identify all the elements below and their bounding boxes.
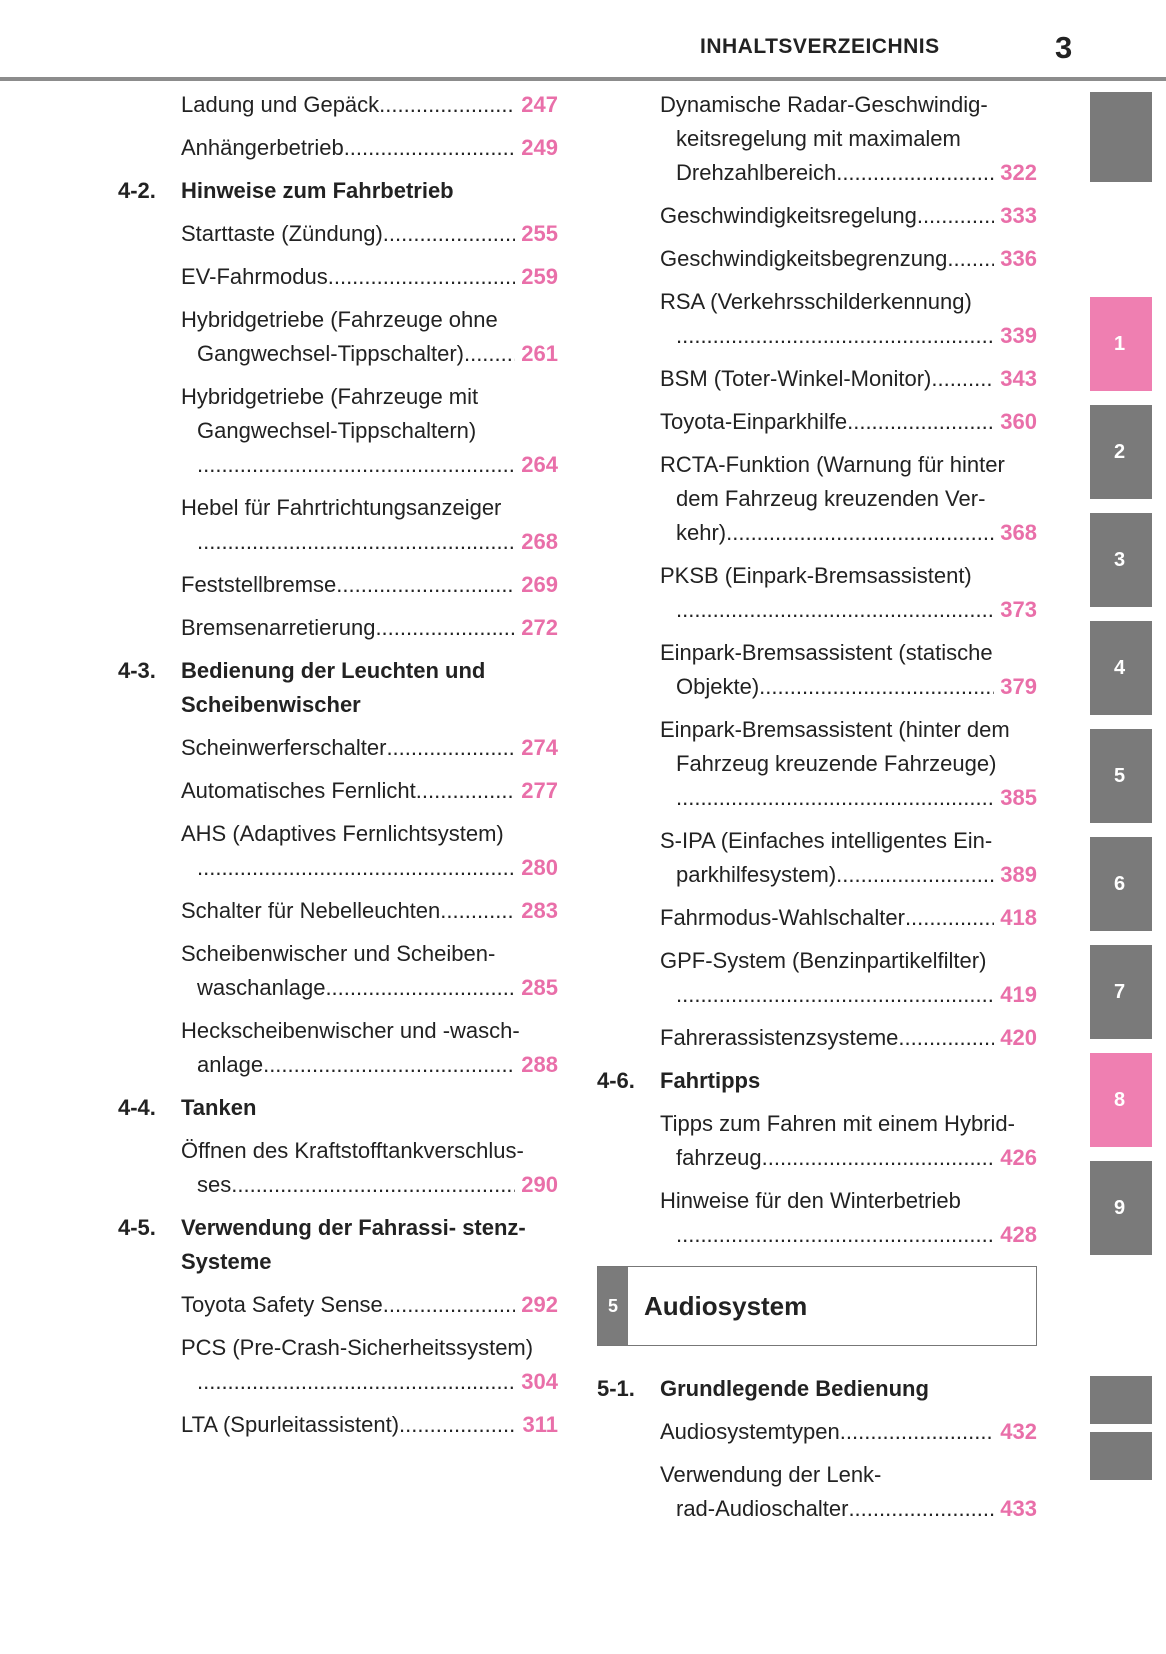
page-ref[interactable]: 426 bbox=[1000, 1145, 1037, 1170]
toc-entry[interactable]: Hebel für Fahrtrichtungsanzeiger ..... 268 bbox=[181, 491, 558, 559]
page-ref[interactable]: 264 bbox=[521, 452, 558, 477]
page-ref[interactable]: 322 bbox=[1000, 160, 1037, 185]
page-ref[interactable]: 304 bbox=[521, 1369, 558, 1394]
toc-entry[interactable]: Feststellbremse ..... 269 bbox=[181, 568, 558, 602]
page-ref[interactable]: 280 bbox=[521, 855, 558, 880]
toc-entry[interactable]: Geschwindigkeitsregelung ..... 333 bbox=[660, 199, 1037, 233]
header-title: INHALTSVERZEICHNIS bbox=[700, 35, 940, 58]
toc-column-left bbox=[118, 88, 558, 1451]
toc-entry[interactable]: LTA (Spurleitassistent) ..... 311 bbox=[181, 1408, 558, 1442]
toc-entry[interactable]: Hybridgetriebe (Fahrzeuge mit Gangwechsel-Tippschaltern) ..... 264 bbox=[181, 380, 558, 482]
section-heading: 4-6. Fahrtipps bbox=[597, 1068, 761, 1093]
toc-entry[interactable]: Toyota Safety Sense ..... 292 bbox=[181, 1288, 558, 1322]
toc-entry[interactable]: Ladung und Gepäck ..... 247 bbox=[181, 88, 558, 122]
toc-column-right bbox=[597, 88, 1037, 1535]
toc-entry[interactable]: RSA (Verkehrsschilderkennung) ..... 339 bbox=[660, 285, 1037, 353]
page-ref[interactable]: 272 bbox=[521, 615, 558, 640]
page-ref[interactable]: 288 bbox=[521, 1052, 558, 1077]
chapter-tab-9[interactable]: 9 bbox=[1090, 1161, 1152, 1255]
page-ref[interactable]: 343 bbox=[1000, 366, 1037, 391]
toc-entry[interactable]: GPF-System (Benzinpartikelfilter) ..... 419 bbox=[660, 944, 1037, 1012]
chapter-tab-8[interactable]: 8 bbox=[1090, 1053, 1152, 1147]
toc-entry[interactable]: Bremsenarretierung ..... 272 bbox=[181, 611, 558, 645]
toc-entry[interactable]: Automatisches Fernlicht ..... 277 bbox=[181, 774, 558, 808]
page-ref[interactable]: 360 bbox=[1000, 409, 1037, 434]
toc-entry[interactable]: Geschwindigkeitsbegrenzung ..... 336 bbox=[660, 242, 1037, 276]
toc-entry[interactable]: Starttaste (Zündung) ..... 255 bbox=[181, 217, 558, 251]
toc-entry[interactable]: Schalter für Nebelleuchten ..... 283 bbox=[181, 894, 558, 928]
toc-entry[interactable]: Anhängerbetrieb ..... 249 bbox=[181, 131, 558, 165]
toc-entry[interactable]: PKSB (Einpark-Bremsassistent) ..... 373 bbox=[660, 559, 1037, 627]
toc-entry[interactable]: Hinweise für den Winterbetrieb ..... 428 bbox=[660, 1184, 1037, 1252]
page-ref[interactable]: 373 bbox=[1000, 597, 1037, 622]
page-ref[interactable]: 420 bbox=[1000, 1025, 1037, 1050]
section-heading: 4-3. Bedienung der Leuchten und Scheibenwischer bbox=[118, 658, 486, 717]
toc-entry[interactable]: AHS (Adaptives Fernlichtsystem) ..... 280 bbox=[181, 817, 558, 885]
toc-entry[interactable]: Hybridgetriebe (Fahrzeuge ohne Gangwechsel-Tippschalter) ..... 261 bbox=[181, 303, 558, 371]
chapter-tab-6[interactable]: 6 bbox=[1090, 837, 1152, 931]
chapter-tab-1[interactable]: 1 bbox=[1090, 297, 1152, 391]
page-ref[interactable]: 249 bbox=[521, 135, 558, 160]
chapter-tab-7[interactable]: 7 bbox=[1090, 945, 1152, 1039]
toc-entry[interactable]: Tipps zum Fahren mit einem Hybrid- fahrzeug ..... 426 bbox=[660, 1107, 1037, 1175]
chapter-tab-index-b[interactable] bbox=[1090, 1432, 1152, 1480]
page-ref[interactable]: 255 bbox=[521, 221, 558, 246]
section-heading: 5-1. Grundlegende Bedienung bbox=[597, 1376, 929, 1401]
chapter-tab-2[interactable]: 2 bbox=[1090, 405, 1152, 499]
page-ref[interactable]: 385 bbox=[1000, 785, 1037, 810]
page-ref[interactable]: 432 bbox=[1000, 1419, 1037, 1444]
page-ref[interactable]: 283 bbox=[521, 898, 558, 923]
toc-entry[interactable]: RCTA-Funktion (Warnung für hinter dem Fahrzeug kreuzenden Ver- kehr) ..... 368 bbox=[660, 448, 1037, 550]
page-ref[interactable]: 419 bbox=[1000, 982, 1037, 1007]
header-rule bbox=[0, 77, 1166, 81]
page-ref[interactable]: 336 bbox=[1000, 246, 1037, 271]
section-heading: 4-5. Verwendung der Fahrassi- stenz-Systeme bbox=[118, 1215, 526, 1274]
toc-entry[interactable]: Audiosystemtypen ..... 432 bbox=[660, 1415, 1037, 1449]
page-ref[interactable]: 368 bbox=[1000, 520, 1037, 545]
page-ref[interactable]: 339 bbox=[1000, 323, 1037, 348]
toc-entry[interactable]: Heckscheibenwischer und -wasch- anlage ..... 288 bbox=[181, 1014, 558, 1082]
section-heading: 4-4. Tanken bbox=[118, 1095, 257, 1120]
toc-entry[interactable]: PCS (Pre-Crash-Sicherheitssystem) ..... 304 bbox=[181, 1331, 558, 1399]
page-ref[interactable]: 418 bbox=[1000, 905, 1037, 930]
chapter-tab-4[interactable]: 4 bbox=[1090, 621, 1152, 715]
toc-entry[interactable]: Toyota-Einparkhilfe ..... 360 bbox=[660, 405, 1037, 439]
page-ref[interactable]: 290 bbox=[521, 1172, 558, 1197]
page-ref[interactable]: 333 bbox=[1000, 203, 1037, 228]
toc-entry[interactable]: Einpark-Bremsassistent (statische Objekte) ..... 379 bbox=[660, 636, 1037, 704]
chapter-tab-3[interactable]: 3 bbox=[1090, 513, 1152, 607]
page-ref[interactable]: 292 bbox=[521, 1292, 558, 1317]
page-ref[interactable]: 428 bbox=[1000, 1222, 1037, 1247]
chapter-number: 5 bbox=[598, 1267, 628, 1345]
chapter-heading bbox=[597, 1266, 1037, 1346]
toc-entry[interactable]: Scheinwerferschalter ..... 274 bbox=[181, 731, 558, 765]
toc-entry[interactable]: S-IPA (Einfaches intelligentes Ein- parkhilfesystem) ..... 389 bbox=[660, 824, 1037, 892]
toc-entry[interactable]: BSM (Toter-Winkel-Monitor) ..... 343 bbox=[660, 362, 1037, 396]
page-ref[interactable]: 261 bbox=[521, 341, 558, 366]
page-ref[interactable]: 274 bbox=[521, 735, 558, 760]
toc-entry[interactable]: Dynamische Radar-Geschwindig- keitsregelung mit maximalem Drehzahlbereich ..... 322 bbox=[660, 88, 1037, 190]
toc-entry[interactable]: Verwendung der Lenk- rad-Audioschalter ..... 433 bbox=[660, 1458, 1037, 1526]
page-ref[interactable]: 269 bbox=[521, 572, 558, 597]
page-ref[interactable]: 268 bbox=[521, 529, 558, 554]
toc-entry[interactable]: Fahrerassistenzsysteme ..... 420 bbox=[660, 1021, 1037, 1055]
page-ref[interactable]: 277 bbox=[521, 778, 558, 803]
page-number: 3 bbox=[1055, 30, 1073, 65]
chapter-title: Audiosystem bbox=[644, 1290, 808, 1321]
toc-entry[interactable]: EV-Fahrmodus ..... 259 bbox=[181, 260, 558, 294]
page-ref[interactable]: 389 bbox=[1000, 862, 1037, 887]
page-ref[interactable]: 259 bbox=[521, 264, 558, 289]
page-ref[interactable]: 285 bbox=[521, 975, 558, 1000]
chapter-tab-index-a[interactable] bbox=[1090, 1376, 1152, 1424]
page-ref[interactable]: 433 bbox=[1000, 1496, 1037, 1521]
chapter-tab-5[interactable]: 5 bbox=[1090, 729, 1152, 823]
toc-entry[interactable]: Öffnen des Kraftstofftankverschlus- ses ..... 290 bbox=[181, 1134, 558, 1202]
page-ref[interactable]: 247 bbox=[521, 92, 558, 117]
page-ref[interactable]: 311 bbox=[522, 1412, 558, 1437]
toc-entry[interactable]: Fahrmodus-Wahlschalter ..... 418 bbox=[660, 901, 1037, 935]
page-ref[interactable]: 379 bbox=[1000, 674, 1037, 699]
toc-entry[interactable]: Einpark-Bremsassistent (hinter dem Fahrzeug kreuzende Fahrzeuge) ..... 385 bbox=[660, 713, 1037, 815]
chapter-tab[interactable] bbox=[1090, 92, 1152, 182]
section-heading: 4-2. Hinweise zum Fahrbetrieb bbox=[118, 178, 454, 203]
toc-entry[interactable]: Scheibenwischer und Scheiben- waschanlage ..... 285 bbox=[181, 937, 558, 1005]
